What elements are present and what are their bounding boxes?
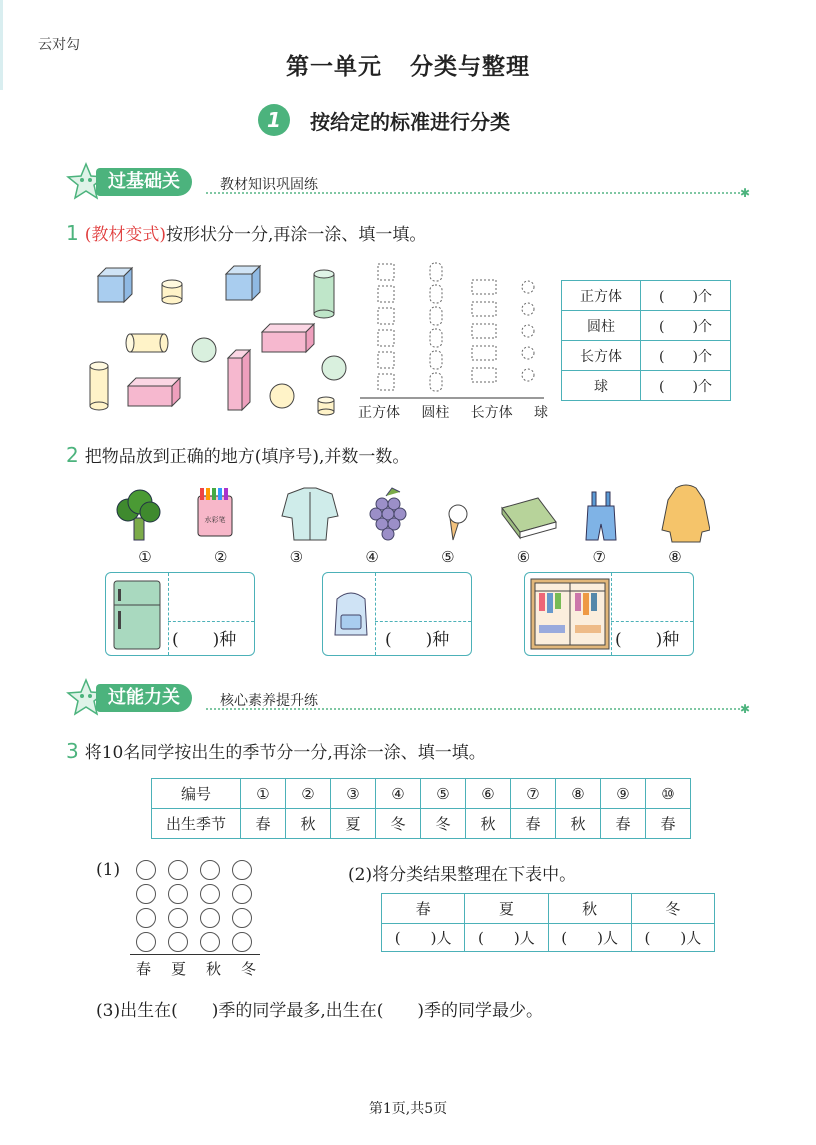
bubble[interactable]: [136, 884, 156, 904]
sphere-icon: [322, 356, 346, 380]
section-divider: [206, 192, 740, 194]
q1-prompt: [66, 220, 426, 245]
q3-part1-label: (1): [96, 860, 121, 880]
summary-header: 春: [382, 894, 465, 924]
q1-row-label: 球: [562, 371, 641, 401]
section-ability-header: [66, 678, 750, 718]
q3-summary-table: [381, 893, 715, 952]
q1-row-label: 长方体: [562, 341, 641, 371]
item-number: ⑥: [516, 548, 531, 566]
cylinder-icon: [318, 397, 334, 415]
q3-season: 秋: [466, 809, 511, 839]
bubble[interactable]: [136, 860, 156, 880]
q1-number: 1: [66, 221, 79, 245]
q3-season: 春: [646, 809, 691, 839]
bubble[interactable]: [136, 932, 156, 952]
q3-part2-text: (2)将分类结果整理在下表中。: [348, 865, 577, 885]
q2-item-numbers: [130, 548, 690, 566]
cuboid-icon: [228, 350, 250, 410]
bubble[interactable]: [168, 932, 188, 952]
q1-row-label: 正方体: [562, 281, 641, 311]
q3-id: ⑧: [556, 779, 601, 809]
axis-label-autumn: 秋: [205, 960, 221, 978]
section-basic-header: [66, 162, 750, 202]
shapes-illustration: [84, 262, 354, 422]
summary-blank[interactable]: ( )人: [382, 924, 465, 952]
grapes-icon: [370, 488, 406, 540]
summary-header: 冬: [631, 894, 714, 924]
fridge-count-blank[interactable]: ( )种: [172, 630, 237, 650]
item-number: ⑦: [592, 548, 606, 566]
q3-season: 秋: [556, 809, 601, 839]
q3-season: 春: [601, 809, 646, 839]
fridge-icon: [110, 579, 164, 651]
bubble[interactable]: [232, 908, 252, 928]
q3-number: 3: [66, 739, 79, 763]
bubble[interactable]: [232, 860, 252, 880]
backpack-box: [322, 572, 472, 656]
q3-id: ④: [376, 779, 421, 809]
cube-icon: [98, 268, 132, 302]
q3-season-table: [151, 778, 691, 839]
q3-season: 春: [241, 809, 286, 839]
axis-label-sphere: 球: [533, 405, 548, 421]
marker-box-label: 水彩笔: [204, 516, 226, 524]
q1-row-label: 圆柱: [562, 311, 641, 341]
lesson-title: 按给定的标准进行分类: [310, 109, 510, 134]
q3-season: 冬: [376, 809, 421, 839]
section-end-icon: ✱: [739, 702, 750, 716]
wardrobe-count-blank[interactable]: ( )种: [615, 630, 680, 650]
unit-title-right: 分类与整理: [410, 54, 530, 80]
cylinder-icon: [162, 280, 182, 304]
q3-id: ⑥: [466, 779, 511, 809]
q1-text: 按形状分一分,再涂一涂、填一填。: [166, 225, 427, 245]
section-basic-subtitle: 教材知识巩固练: [220, 177, 318, 193]
item-number: ②: [213, 548, 228, 566]
backpack-icon: [329, 587, 373, 641]
q2-prompt: [66, 442, 409, 467]
q3-part3-text: (3)出生在( )季的同学最多,出生在( )季的同学最少。: [96, 1001, 544, 1021]
summary-header: 秋: [548, 894, 631, 924]
q1-row-blank[interactable]: ( )个: [641, 371, 731, 401]
season-bubble-chart: [130, 858, 262, 954]
bubble[interactable]: [232, 932, 252, 952]
q1-tag: (教材变式): [84, 225, 166, 245]
marker-box-icon: [198, 488, 232, 536]
axis-label-cube: 正方体: [358, 405, 400, 421]
cuboid-icon: [262, 324, 314, 352]
bubble[interactable]: [168, 908, 188, 928]
section-ability-subtitle: 核心素养提升练: [220, 693, 318, 709]
cube-icon: [226, 266, 260, 300]
q2-items-illustration: [110, 484, 710, 546]
cylinder-icon: [90, 362, 108, 410]
q1-row-blank[interactable]: ( )个: [641, 311, 731, 341]
unit-title-left: 第一单元: [286, 54, 382, 80]
q3-season-label: 出生季节: [152, 809, 241, 839]
item-number: ④: [365, 548, 379, 566]
q1-row-blank[interactable]: ( )个: [641, 281, 731, 311]
q1-row-blank[interactable]: ( )个: [641, 341, 731, 371]
item-number: ⑧: [668, 548, 682, 566]
bubble[interactable]: [200, 932, 220, 952]
ice-cream-icon: [449, 505, 467, 540]
q3-season: 秋: [286, 809, 331, 839]
cylinder-icon: [314, 270, 334, 318]
q1-count-table: [561, 280, 731, 401]
season-axis-labels: [136, 958, 256, 979]
brand-label: 云对勾: [38, 37, 80, 53]
sphere-icon: [270, 384, 294, 408]
shape-axis-labels: [358, 402, 548, 422]
q3-id: ③: [331, 779, 376, 809]
bubble[interactable]: [168, 860, 188, 880]
broccoli-icon: [117, 490, 160, 540]
q3-id: ②: [286, 779, 331, 809]
item-number: ①: [138, 548, 152, 566]
summary-blank[interactable]: ( )人: [631, 924, 714, 952]
axis-label-cuboid: 长方体: [470, 405, 513, 421]
q3-season: 冬: [421, 809, 466, 839]
q3-id: ⑩: [646, 779, 691, 809]
q3-season: 春: [511, 809, 556, 839]
q3-id: ①: [241, 779, 286, 809]
section-ability-badge: 过能力关: [96, 684, 192, 712]
axis-label-summer: 夏: [170, 960, 186, 978]
summary-blank[interactable]: ( )人: [548, 924, 631, 952]
overalls-icon: [586, 492, 616, 540]
wardrobe-box: [524, 572, 694, 656]
item-number: ③: [289, 548, 304, 566]
item-number: ⑤: [441, 548, 455, 566]
bubble[interactable]: [200, 860, 220, 880]
lesson-number: 1: [258, 104, 290, 136]
q3-id: ⑨: [601, 779, 646, 809]
unit-title: [0, 48, 816, 81]
axis-label-winter: 冬: [240, 960, 256, 978]
cuboid-icon: [128, 378, 180, 406]
q3-id: ⑤: [421, 779, 466, 809]
section-basic-badge: 过基础关: [96, 168, 192, 196]
coat-icon: [282, 488, 338, 540]
shape-tally-chart: [356, 260, 546, 400]
fridge-box: [105, 572, 255, 656]
axis-label-spring: 春: [136, 960, 152, 978]
hoodie-icon: [662, 485, 710, 542]
backpack-count-blank[interactable]: ( )种: [385, 630, 450, 650]
q3-season: 夏: [331, 809, 376, 839]
q3-prompt: [66, 738, 486, 763]
bubble[interactable]: [168, 884, 188, 904]
q2-text: 把物品放到正确的地方(填序号),并数一数。: [84, 447, 410, 467]
q3-header-label: 编号: [152, 779, 241, 809]
bubble[interactable]: [200, 884, 220, 904]
axis-label-cylinder: 圆柱: [421, 405, 450, 421]
section-end-icon: ✱: [739, 186, 750, 200]
lesson-heading: [258, 104, 510, 136]
q3-text: 将10名同学按出生的季节分一分,再涂一涂、填一填。: [84, 743, 486, 763]
wardrobe-icon: [529, 577, 611, 651]
q2-number: 2: [66, 443, 79, 467]
summary-blank[interactable]: ( )人: [465, 924, 548, 952]
q3-id: ⑦: [511, 779, 556, 809]
cylinder-icon: [126, 334, 168, 352]
bubble[interactable]: [200, 908, 220, 928]
book-icon: [502, 498, 556, 538]
sphere-icon: [192, 338, 216, 362]
page-footer: 第1页,共5页: [368, 1101, 448, 1117]
bubble[interactable]: [136, 908, 156, 928]
section-divider: [206, 708, 740, 710]
summary-header: 夏: [465, 894, 548, 924]
bubble[interactable]: [232, 884, 252, 904]
